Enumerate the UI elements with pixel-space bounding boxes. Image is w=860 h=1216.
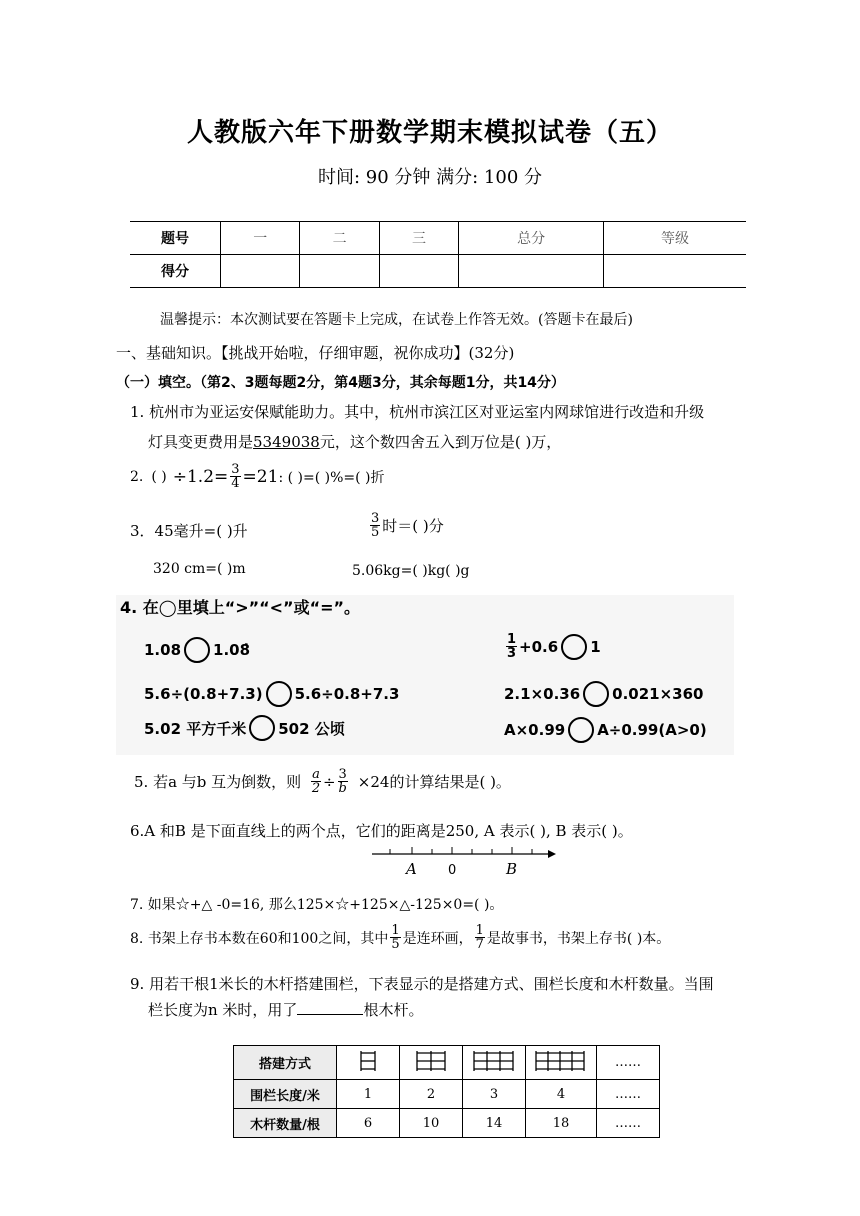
table-cell: 1 bbox=[337, 1080, 400, 1109]
answer-blanks[interactable]: : ( )=( )%=( )折 bbox=[278, 469, 385, 486]
text: 时＝( )分 bbox=[382, 517, 444, 535]
text: ÷ bbox=[322, 772, 336, 791]
answer-blank[interactable]: ( ) bbox=[151, 468, 167, 485]
exam-info: 时间: 90 分钟 满分: 100 分 bbox=[318, 167, 542, 188]
text: ÷1.2= bbox=[172, 466, 229, 487]
table-cell: 二 bbox=[300, 222, 379, 255]
table-cell: 4 bbox=[526, 1080, 597, 1109]
question-1-line-2 bbox=[148, 431, 561, 452]
compare-circle[interactable] bbox=[249, 715, 275, 741]
question-9-line-2: 栏长度为n 米时，用了 根木杆。 bbox=[148, 1001, 424, 1019]
fraction: $\frac{1}{5}$ bbox=[391, 923, 400, 952]
fraction: $\frac{1}{7}$ bbox=[475, 923, 484, 952]
score-input-cell[interactable] bbox=[221, 255, 300, 288]
text: 元，这个数四舍五入到万位是( )万， bbox=[319, 433, 562, 451]
table-cell: 18 bbox=[526, 1109, 597, 1138]
text: ×24的计算结果是( )。 bbox=[357, 773, 511, 791]
comparison-panel bbox=[116, 595, 734, 755]
part-heading: （一）填空。（第2、3题每题2分，第4题3分，其余每题1分，共14分） bbox=[116, 375, 565, 391]
fraction: $\frac{a}{2}$ bbox=[311, 767, 321, 796]
table-cell: …… bbox=[597, 1046, 660, 1080]
fraction: $\frac{3}{4}$ bbox=[231, 462, 240, 491]
point-a-label: A bbox=[406, 860, 417, 878]
compare-circle[interactable] bbox=[184, 637, 210, 663]
compare-item: A×0.99 A÷0.99(A>0) bbox=[504, 717, 707, 743]
fence-shape-1 bbox=[337, 1046, 400, 1080]
table-cell: 2 bbox=[400, 1080, 463, 1109]
table-cell: 14 bbox=[463, 1109, 526, 1138]
fence-table bbox=[233, 1045, 660, 1138]
question-number: 2. bbox=[130, 468, 144, 485]
compare-item: 1.08 1.08̇ bbox=[144, 637, 250, 663]
text: 5. 若a 与b 互为倒数，则 bbox=[134, 773, 302, 791]
score-input-cell[interactable] bbox=[459, 255, 604, 288]
fence-shape-4 bbox=[526, 1046, 597, 1080]
table-row bbox=[130, 222, 746, 255]
score-input-cell[interactable] bbox=[604, 255, 746, 288]
compare-circle[interactable] bbox=[568, 717, 594, 743]
compare-item: 5.02 平方千米 502 公顷 bbox=[144, 715, 345, 741]
table-cell: 得分 bbox=[130, 255, 221, 288]
score-input-cell[interactable] bbox=[300, 255, 379, 288]
score-table bbox=[130, 221, 746, 288]
table-cell: 三 bbox=[379, 222, 458, 255]
table-cell: 总分 bbox=[459, 222, 604, 255]
table-row bbox=[234, 1080, 660, 1109]
compare-item: $\frac{1}{3}$ +0.6 1 bbox=[507, 632, 601, 661]
fence-icon bbox=[357, 1049, 379, 1073]
table-cell: 6 bbox=[337, 1109, 400, 1138]
question-3-c: 320 cm=( )m bbox=[153, 561, 246, 577]
fence-shape-2 bbox=[400, 1046, 463, 1080]
table-cell: 10 bbox=[400, 1109, 463, 1138]
question-2 bbox=[130, 463, 385, 490]
compare-item: 2.1×0.36 0.021×360 bbox=[504, 681, 703, 707]
fraction: $\frac{3}{5}$ bbox=[371, 511, 380, 540]
table-cell: …… bbox=[597, 1109, 660, 1138]
table-cell: 一 bbox=[221, 222, 300, 255]
table-cell: 3 bbox=[463, 1080, 526, 1109]
origin-label: 0 bbox=[448, 863, 457, 878]
text: 是故事书，书架上存书( )本。 bbox=[486, 930, 671, 947]
fraction: $\frac{3}{b}$ bbox=[338, 767, 347, 796]
table-cell: 题号 bbox=[130, 222, 221, 255]
question-7: 7. 如果☆+△ -0=16, 那么125×☆+125×△-125×0=( )。 bbox=[130, 897, 504, 913]
question-8 bbox=[130, 924, 670, 951]
compare-circle[interactable] bbox=[561, 634, 587, 660]
fraction: $\frac{1}{3}$ bbox=[507, 632, 517, 661]
section-heading: 一、基础知识。【挑战开始啦，仔细审题，祝你成功】(32分) bbox=[116, 344, 515, 362]
compare-circle[interactable] bbox=[266, 681, 292, 707]
number-line bbox=[368, 842, 558, 878]
table-cell: 木杆数量/根 bbox=[234, 1109, 337, 1138]
compare-item: 5.6÷(0.8+7.3) 5.6÷0.8+7.3 bbox=[144, 681, 399, 707]
fence-icon bbox=[471, 1049, 517, 1073]
question-3-a: 3．45毫升=( )升 bbox=[130, 522, 248, 540]
table-row bbox=[234, 1046, 660, 1080]
table-cell: 搭建方式 bbox=[234, 1046, 337, 1080]
text: =21 bbox=[242, 466, 279, 487]
question-3-d: 5.06kg=( )kg( )g bbox=[352, 563, 470, 579]
question-1-line-1: 1. 杭州市为亚运安保赋能助力。其中，杭州市滨江区对亚运室内网球馆进行改造和升级 bbox=[130, 403, 705, 421]
question-5 bbox=[134, 768, 511, 795]
answer-blank[interactable] bbox=[297, 1000, 363, 1015]
table-cell: 围栏长度/米 bbox=[234, 1080, 337, 1109]
question-4-header: 4. 在◯里填上“>”“<”或“=”。 bbox=[120, 598, 361, 617]
text: 8. 书架上存书本数在60和100之间，其中 bbox=[130, 930, 389, 947]
point-b-label: B bbox=[506, 860, 518, 878]
table-row bbox=[130, 255, 746, 288]
fence-icon bbox=[414, 1049, 448, 1073]
question-9-line-1: 9. 用若干根1米长的木杆搭建围栏，下表显示的是搭建方式、围栏长度和木杆数量。当围 bbox=[130, 975, 714, 993]
notice: 温馨提示：本次测试要在答题卡上完成，在试卷上作答无效。(答题卡在最后) bbox=[160, 312, 633, 328]
question-3-b bbox=[368, 512, 444, 539]
fence-icon bbox=[533, 1049, 589, 1073]
text: 灯具变更费用是 bbox=[148, 433, 254, 451]
table-cell: 等级 bbox=[604, 222, 746, 255]
compare-circle[interactable] bbox=[583, 681, 609, 707]
question-6: 6.A 和B 是下面直线上的两个点，它们的距离是250, A 表示( ), B 表示( )。 bbox=[130, 822, 633, 840]
table-row bbox=[234, 1109, 660, 1138]
score-input-cell[interactable] bbox=[379, 255, 458, 288]
page-title: 人教版六年下册数学期末模拟试卷（五） bbox=[186, 118, 673, 148]
table-cell: …… bbox=[597, 1080, 660, 1109]
fence-shape-3 bbox=[463, 1046, 526, 1080]
text: 是连环画， bbox=[402, 930, 473, 947]
number: 5349038 bbox=[253, 433, 320, 451]
